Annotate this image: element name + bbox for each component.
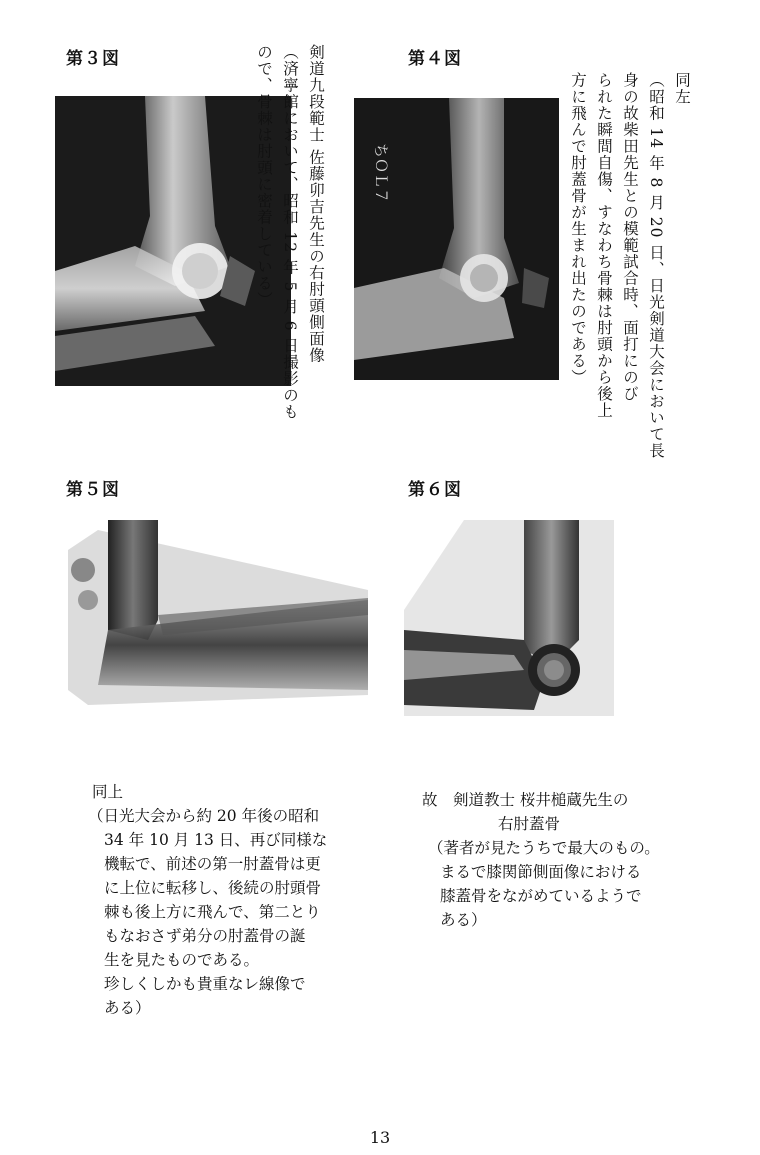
caption-line: （著者が見たうちで最大のもの。 [428, 839, 660, 857]
caption-line: 膝蓋骨をながめているようで [440, 887, 642, 905]
caption-line: られた瞬間自傷、すなわち骨棘は肘頭から後上 [595, 72, 613, 419]
caption-line: 機転で、前述の第一肘蓋骨は更 [104, 855, 321, 873]
caption-line: に上位に転移し、後続の肘頭骨 [104, 879, 322, 897]
caption-line: 身の故柴田先生との模範試合時、面打にのび [621, 72, 639, 402]
film-marker-text: ちＯＬ７ [372, 143, 390, 204]
figure-5-xray-image [68, 520, 368, 710]
caption-line: 棘も後上方に飛んで、第二とり [104, 903, 321, 921]
caption-line: 同左 [673, 72, 691, 105]
figure-6-caption [422, 788, 728, 932]
caption-line: 方に飛んで肘蓋骨が生まれ出たのである） [569, 72, 587, 386]
caption-line: ある） [104, 999, 151, 1017]
caption-line: もなおさず弟分の肘蓋骨の誕 [104, 927, 306, 945]
caption-line: 珍しくしかも貴重なレ線像で [104, 975, 306, 993]
figure-6-title: 第６図 [408, 480, 462, 500]
figure-3-caption [229, 44, 329, 464]
caption-line: 生を見たものである。 [104, 951, 260, 969]
caption-line: 剣道九段範士 佐藤卯吉先生の右肘頭側面像 [307, 44, 325, 364]
caption-line: 右肘蓋骨 [498, 815, 561, 833]
page-number: 13 [369, 1128, 391, 1147]
caption-line: （昭和 14 年 8 月 20 日、日光剣道大会において長 [647, 72, 665, 459]
figure-4-title: 第４図 [408, 49, 462, 69]
caption-line: （日光大会から約 20 年後の昭和 [88, 807, 320, 825]
caption-line: 34 年 10 月 13 日、再び同様な [104, 831, 328, 849]
caption-line: 故 剣道教士 桜井槌蔵先生の [422, 791, 629, 809]
figure-5-caption [88, 780, 372, 1020]
figure-6-xray-image [404, 520, 614, 716]
caption-line: ので、骨棘は肘頭に密着している） [255, 44, 273, 308]
caption-line: 同上 [92, 783, 124, 801]
figure-4-caption [565, 72, 695, 492]
figure-3-title: 第３図 [66, 49, 120, 69]
caption-line: ある） [440, 911, 487, 929]
caption-line: まるで膝関節側面像における [440, 863, 642, 881]
figure-4-xray-image [354, 98, 559, 380]
caption-line: （済寧館において、昭和 12 年 5 月 6 日撮影のも [281, 44, 299, 421]
figure-5-title: 第５図 [66, 480, 120, 500]
